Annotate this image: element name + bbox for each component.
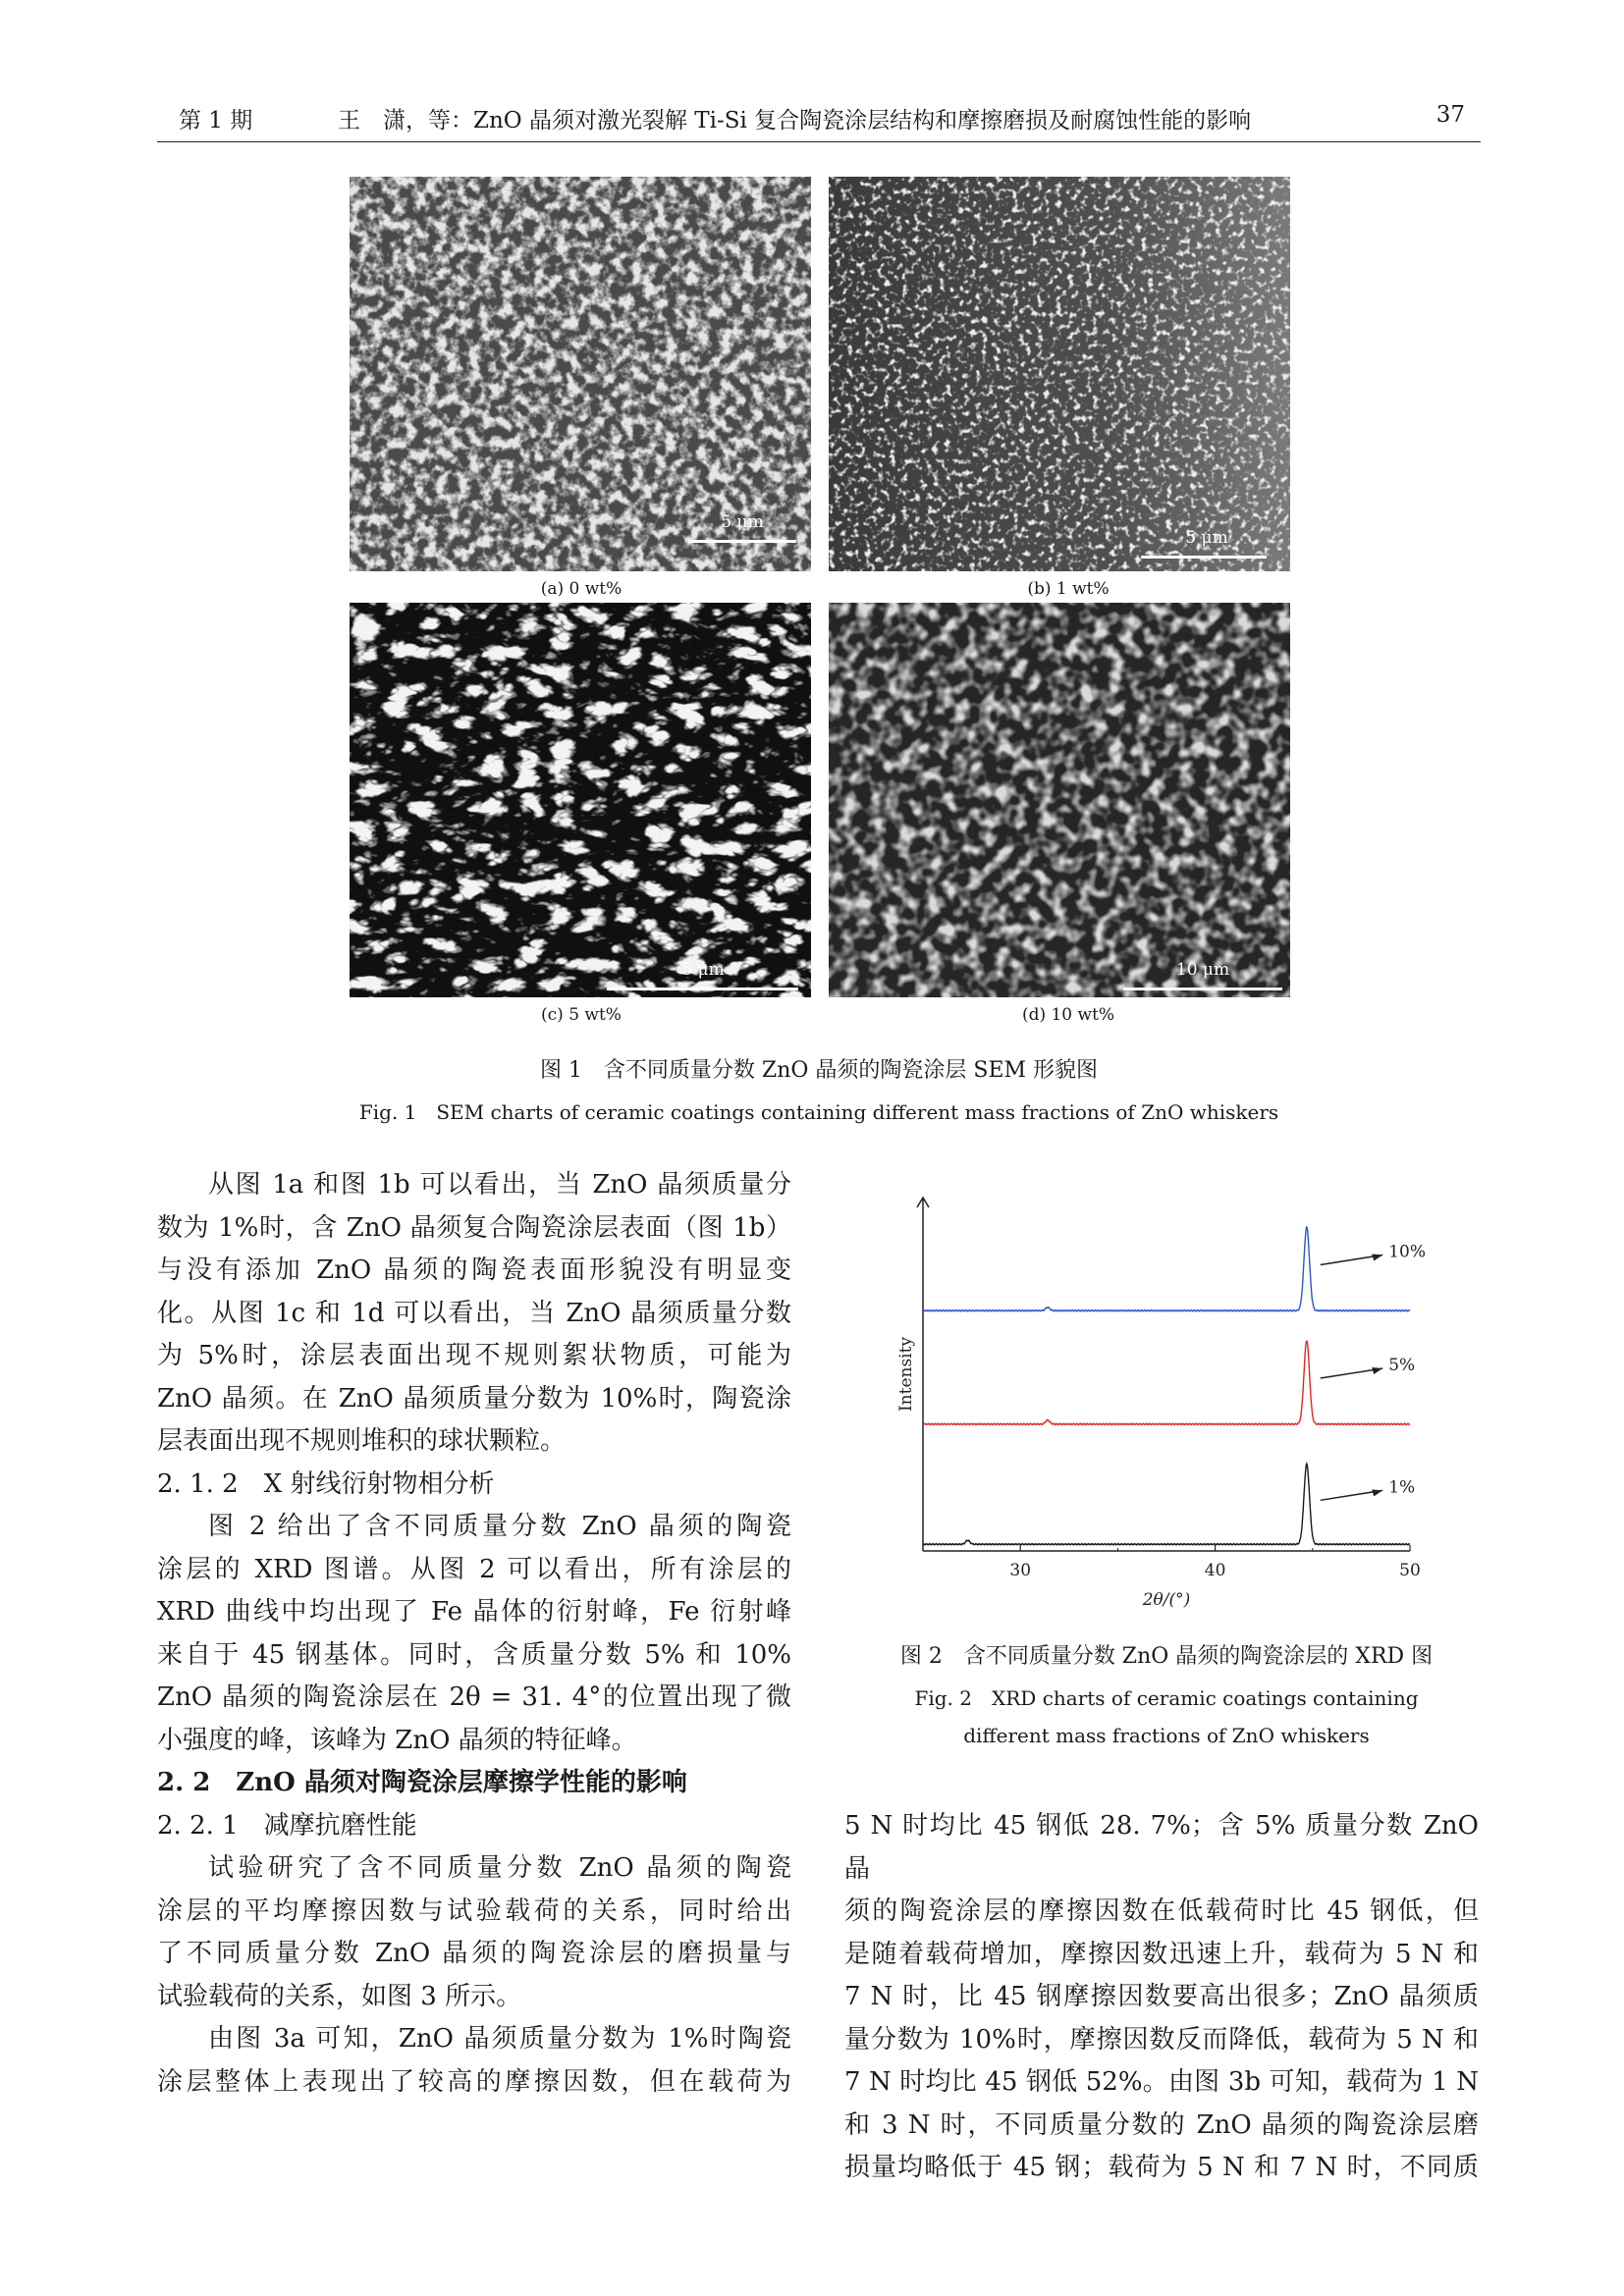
paragraph-line: 涂层的平均摩擦因数与试验载荷的关系，同时给出 xyxy=(157,1896,791,1926)
paragraph-line: ZnO 晶须。在 ZnO 晶须质量分数为 10%时，陶瓷涂 xyxy=(157,1383,791,1414)
legend-label: 10% xyxy=(1388,1242,1427,1262)
paragraph-line: 5 N 时均比 45 钢低 28. 7%；含 5% 质量分数 ZnO 晶 xyxy=(844,1811,1479,1884)
figure2-caption xyxy=(833,1641,1500,1751)
paragraph-line: 从图 1a 和图 1b 可以看出，当 ZnO 晶须质量分 xyxy=(208,1170,791,1200)
panel-label-d: (d) 10 wt% xyxy=(1021,1005,1115,1025)
paragraph-line: 和 3 N 时，不同质量分数的 ZnO 晶须的陶瓷涂层磨 xyxy=(844,2109,1479,2140)
paragraph-line: 试验载荷的关系，如图 3 所示。 xyxy=(157,1981,522,2011)
page-number: 37 xyxy=(1435,102,1465,128)
x-axis-label: 2θ/(°) xyxy=(1142,1590,1191,1610)
paragraph-line: 数为 1%时，含 ZnO 晶须复合陶瓷涂层表面（图 1b） xyxy=(157,1212,791,1243)
x-tick-label: 40 xyxy=(1204,1561,1226,1580)
x-tick-label: 30 xyxy=(1009,1561,1032,1580)
paragraph-line: 小强度的峰，该峰为 ZnO 晶须的特征峰。 xyxy=(157,1725,637,1755)
legend-arrow-head xyxy=(1372,1367,1382,1374)
paragraph-line: 层表面出现不规则堆积的球状颗粒。 xyxy=(157,1426,567,1456)
xrd-chart xyxy=(895,1188,1445,1620)
paragraph-line: 与没有添加 ZnO 晶须的陶瓷表面形貌没有明显变 xyxy=(157,1255,791,1285)
scale-bar-label-d: 10 μm xyxy=(1175,960,1230,980)
figure2-caption-zh: 图 2 含不同质量分数 ZnO 晶须的陶瓷涂层的 XRD 图 xyxy=(899,1644,1434,1669)
paragraph-line: 了不同质量分数 ZnO 晶须的陶瓷涂层的磨损量与 xyxy=(157,1939,791,1968)
paragraph-line: 量分数为 10%时，摩擦因数反而降低，载荷为 5 N 和 xyxy=(844,2024,1479,2055)
paragraph-line: 损量均略低于 45 钢；载荷为 5 N 和 7 N 时，不同质 xyxy=(844,2153,1479,2182)
paragraph-line: 7 N 时均比 45 钢低 52%。由图 3b 可知，载荷为 1 N xyxy=(844,2067,1479,2097)
paragraph-line: 是随着载荷增加，摩擦因数迅速上升，载荷为 5 N 和 xyxy=(844,1939,1479,1969)
paragraph-line: 由图 3a 可知，ZnO 晶须质量分数为 1%时陶瓷 xyxy=(208,2024,791,2054)
sem-image-b xyxy=(829,177,1290,571)
scale-bar-label-b: 5 μm xyxy=(1185,528,1228,548)
running-title: 王 潇，等：ZnO 晶须对激光裂解 Ti-Si 复合陶瓷涂层结构和摩擦磨损及耐腐蚀性能的影响 xyxy=(338,108,1252,133)
section-heading: 2. 2. 1 减摩抗磨性能 xyxy=(157,1810,417,1841)
legend-label: 5% xyxy=(1388,1356,1416,1376)
xrd-series-line xyxy=(923,1464,1410,1545)
scale-bar-label-a: 5 μm xyxy=(721,512,764,532)
right-column xyxy=(844,1805,1479,2190)
legend-arrow-head xyxy=(1372,1489,1382,1496)
paragraph-line: 7 N 时，比 45 钢摩擦因数要高出很多；ZnO 晶须质 xyxy=(844,1982,1479,2011)
paragraph-line: 为 5%时，涂层表面出现不规则絮状物质，可能为 xyxy=(157,1341,791,1370)
paragraph-line: XRD 曲线中均出现了 Fe 晶体的衍射峰，Fe 衍射峰 xyxy=(157,1597,791,1627)
figure2-caption-en-2: different mass fractions of ZnO whiskers xyxy=(963,1724,1370,1747)
panel-label-a: (a) 0 wt% xyxy=(540,579,623,599)
figure1-caption-en: Fig. 1 SEM charts of ceramic coatings containing different mass fractions of ZnO whiskers xyxy=(358,1100,1279,1124)
paragraph-line: 试验研究了含不同质量分数 ZnO 晶须的陶瓷 xyxy=(208,1853,791,1883)
figure1-caption-zh: 图 1 含不同质量分数 ZnO 晶须的陶瓷涂层 SEM 形貌图 xyxy=(539,1058,1099,1083)
section-heading: 2. 2 ZnO 晶须对陶瓷涂层摩擦学性能的影响 xyxy=(157,1768,687,1797)
legend-label: 1% xyxy=(1388,1477,1416,1498)
figure1-caption xyxy=(157,1056,1481,1127)
panel-label-b: (b) 1 wt% xyxy=(1027,579,1110,599)
running-header xyxy=(157,102,1481,142)
section-heading: 2. 1. 2 X 射线衍射物相分析 xyxy=(157,1468,495,1499)
paragraph-line: 涂层整体上表现出了较高的摩擦因数，但在载荷为 xyxy=(157,2066,791,2097)
scale-bar-label-c: 5 μm xyxy=(681,960,725,980)
sem-image-a xyxy=(350,177,811,571)
xrd-series-line xyxy=(923,1341,1410,1424)
paragraph-line: 涂层的 XRD 图谱。从图 2 可以看出，所有涂层的 xyxy=(157,1554,791,1584)
paragraph-line: 图 2 给出了含不同质量分数 ZnO 晶须的陶瓷 xyxy=(208,1512,791,1541)
panel-label-c: (c) 5 wt% xyxy=(541,1005,622,1025)
xrd-series-line xyxy=(923,1227,1410,1311)
paragraph-line: 化。从图 1c 和 1d 可以看出，当 ZnO 晶须质量分数 xyxy=(157,1298,791,1328)
x-tick-label: 50 xyxy=(1399,1561,1421,1580)
sem-image-d xyxy=(829,603,1290,997)
y-axis-label: Intensity xyxy=(896,1336,916,1413)
issue-number: 第 1 期 xyxy=(179,108,253,133)
paragraph-line: ZnO 晶须的陶瓷涂层在 2θ = 31. 4°的位置出现了微 xyxy=(157,1682,791,1712)
sem-image-c xyxy=(350,603,811,997)
paragraph-line: 来自于 45 钢基体。同时，含质量分数 5% 和 10% xyxy=(157,1639,791,1670)
left-column xyxy=(157,1164,791,2104)
legend-arrow-head xyxy=(1372,1254,1382,1260)
figure2-caption-en-1: Fig. 2 XRD charts of ceramic coatings containing xyxy=(914,1686,1419,1710)
paragraph-line: 须的陶瓷涂层的摩擦因数在低载荷时比 45 钢低，但 xyxy=(844,1896,1479,1926)
